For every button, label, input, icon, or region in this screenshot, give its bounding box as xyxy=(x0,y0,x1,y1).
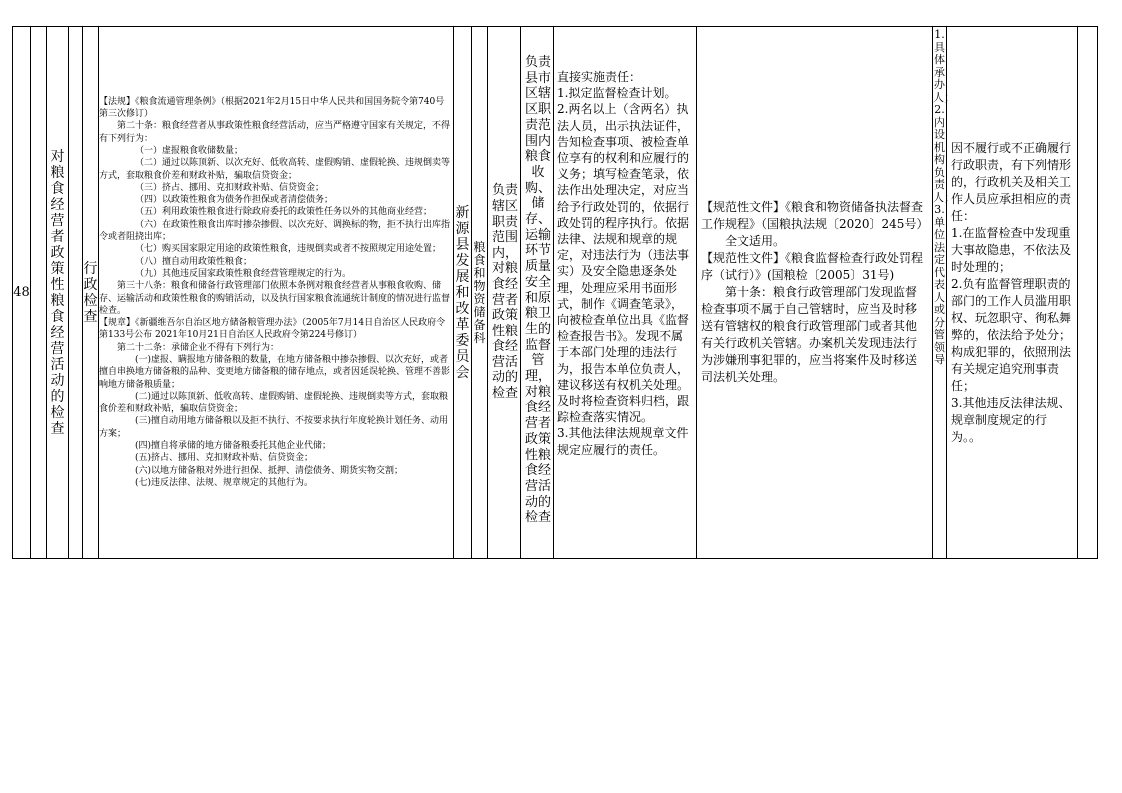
basis-paragraph: 第三十八条：粮食和储备行政管理部门依照本条例对粮食经营者从事粮食收购、储存、运输活动和政策性粮食的购销活动，以及执行国家粮食流通统计制度的情况进行监督检查。 xyxy=(99,281,451,316)
duty-paragraph: 1.拟定监督检查计划。 xyxy=(557,86,677,101)
basis-paragraph: (七)违反法律、法规、规章规定的其他行为。 xyxy=(135,477,314,488)
basis-paragraph: (二)通过以陈顶新、低收高转、虚假购销、虚假轮换、违规倒卖等方式，套取粮食价差和财政补贴，骗取信贷资金； xyxy=(99,391,449,415)
basis-paragraph: （八）擅自动用政策性粮食； xyxy=(135,256,253,267)
basis-paragraph: （一）虚报粮食收储数量； xyxy=(135,145,244,156)
dept-name: 新源县发展和改革委员会 xyxy=(455,204,470,381)
duty-basis-cell xyxy=(697,27,933,559)
basis-paragraph: （六）在政策性粮食出库时掺杂掺假、以次充好、调换标的物，拒不执行出库指令或者阻挠出库； xyxy=(99,219,451,243)
duty-paragraph: 3.其他法律法规规章文件规定应履行的责任。 xyxy=(557,426,689,457)
accountability-paragraph: 2.负有监督管理职责的部门的工作人员滥用职权、玩忽职守、徇私舞弊的，依法给予处分；构成犯罪的，依照刑法有关规定追究刑事责任； xyxy=(951,276,1072,393)
duty-basis-text xyxy=(697,199,932,386)
item-number: 48 xyxy=(13,284,30,300)
office-name: 粮食和物资储备科 xyxy=(473,239,486,345)
basis-paragraph: (三)擅自动用地方储备粮以及拒不执行、不按要求执行年度轮换计划任务、动用方案； xyxy=(99,416,449,439)
basis-paragraph: 第二十二条：承储企业不得有下列行为： xyxy=(117,342,280,353)
accountability-paragraph: 3.其他违反法律法规、规章制度规定的行为。。 xyxy=(951,395,1071,444)
note-cell xyxy=(1078,27,1098,559)
basis-paragraph: (五)挤占、挪用、克扣财政补贴、信贷资金； xyxy=(135,453,314,464)
table-row xyxy=(13,27,1098,559)
duty-paragraph: 直接实施责任： xyxy=(557,70,642,84)
basis-cell xyxy=(99,27,454,559)
duties-text xyxy=(554,69,696,458)
basis-paragraph: (六)以地方储备粮对外进行担保、抵押、清偿债务、期货实物交割； xyxy=(135,465,404,476)
basis-text xyxy=(99,96,453,490)
accountability-paragraph: 因不履行或不正确履行行政职责，有下列情形的，行政机关及相关工作人员应承担相应的责任： xyxy=(951,140,1072,223)
basis-paragraph: （三）挤占、挪用、克扣财政补贴、信贷资金； xyxy=(135,182,325,193)
basis-paragraph: （二）通过以陈顶新、以次充好、低收高转、虚假购销、虚假轮换、违规倒卖等方式，套取粮食价差和财政补贴，骗取信贷资金； xyxy=(99,158,451,181)
item-type-cell xyxy=(83,27,99,559)
basis-paragraph: （九）其他违反国家政策性粮食经营管理规定的行为。 xyxy=(135,268,352,279)
subject-text: 负责县市区辖区职责范围内粮食收购、储存、运输环节质量安全和原粮卫生的监督管理，对粮食经营者政策性粮食经营活动的检查 xyxy=(524,55,551,526)
accountability-text xyxy=(947,140,1077,446)
subject-cell xyxy=(521,27,554,559)
scope-cell xyxy=(488,27,521,559)
basis-paragraph: （四）以政策性粮食为债务作担保或者清偿债务； xyxy=(135,195,334,206)
office-cell xyxy=(472,27,488,559)
basis-paragraph: 第二十条：粮食经营者从事政策性粮食经营活动，应当严格遵守国家有关规定，不得有下列行为： xyxy=(99,121,451,144)
basis-paragraph: 【法规】《粮食流通管理条例》（根据2021年2月15日中华人民共和国国务院令第740号第三次修订） xyxy=(99,96,445,120)
item-type: 行政检查 xyxy=(83,260,98,325)
responsible-persons: 1.具体承办人；2.内设机构负责人；3.单位法定代表人或分管领导 xyxy=(933,28,955,366)
blank-cell-b xyxy=(69,27,83,559)
basis-paragraph: 【规章】《新疆维吾尔自治区地方储备粮管理办法》（2005年7月14日自治区人民政府令第133号公布 2021年10月21日自治区人民政府令第224号修订） xyxy=(99,318,446,341)
duty-basis-paragraph: 全文适用。 xyxy=(725,234,786,248)
duties-cell xyxy=(554,27,697,559)
duty-basis-paragraph: 【规范性文件】《粮食监督检查行政处罚程序（试行）》(国粮检〔2005〕31号) xyxy=(701,251,924,282)
item-name-cell xyxy=(47,27,69,559)
dept-cell xyxy=(454,27,472,559)
blank-cell-a xyxy=(31,27,47,559)
basis-paragraph: (四)擅自将承储的地方储备粮委托其他企业代储； xyxy=(135,441,332,452)
basis-paragraph: （七）购买国家限定用途的政策性粮食，违规倒卖或者不按照规定用途处置； xyxy=(135,244,442,255)
scope-text: 负责辖区职责范围内，对粮食经营者政策性粮食经营活动的检查 xyxy=(491,183,518,402)
item-name: 对粮食经营者政策性粮食经营活动的检查 xyxy=(50,148,65,437)
duty-paragraph: 2.两名以上（含两名）执法人员，出示执法证件，告知检查事项、被检查单位享有的权利和应履行的义务；填写检查笔录，依法作出处理决定，对应当给予行政处罚的，依据行政处罚的程序执行。依据法律、法规和规章的规定，对违法行为（违法事实）及安全隐患逐条处理，处理应采用书面形式，制作《调查笔录》，向被检查单位出具《监督检查报告书》。发现不属于本部门处理的违法行为，报告本单位负责人，建议移送有权机关处理。及时将检查资料归档，跟踪检查落实情况。 xyxy=(557,102,690,425)
basis-paragraph: （五）利用政策性粮食进行除政府委托的政策性任务以外的其他商业经营； xyxy=(135,207,433,218)
responsible-cell xyxy=(933,27,955,559)
accountability-paragraph: 1.在监督检查中发现重大事故隐患，不依法及时处理的； xyxy=(951,225,1072,274)
item-number-cell xyxy=(13,27,31,559)
basis-paragraph: (一)虚报、瞒报地方储备粮的数量，在地方储备粮中掺杂掺假、以次充好，或者擅自串换地方储备粮的品种、变更地方储备粮的储存地点，或者因延误轮换、管理不善影响地方储备粮质量； xyxy=(99,354,451,390)
duty-basis-paragraph: 第十条：粮食行政管理部门发现监督检查事项不属于自己管辖时，应当及时移送有管辖权的粮食行政管理部门或者其他有关行政机关管辖。办案机关发现违法行为涉嫌刑事犯罪的，应当将案件及时移送司法机关处理。 xyxy=(701,285,918,384)
accountability-cell xyxy=(947,27,1078,559)
power-list-table xyxy=(12,26,1098,559)
duty-basis-paragraph: 【规范性文件】《粮食和物资储备执法督查工作规程》（国粮执法规〔2020〕245号） xyxy=(701,200,929,231)
